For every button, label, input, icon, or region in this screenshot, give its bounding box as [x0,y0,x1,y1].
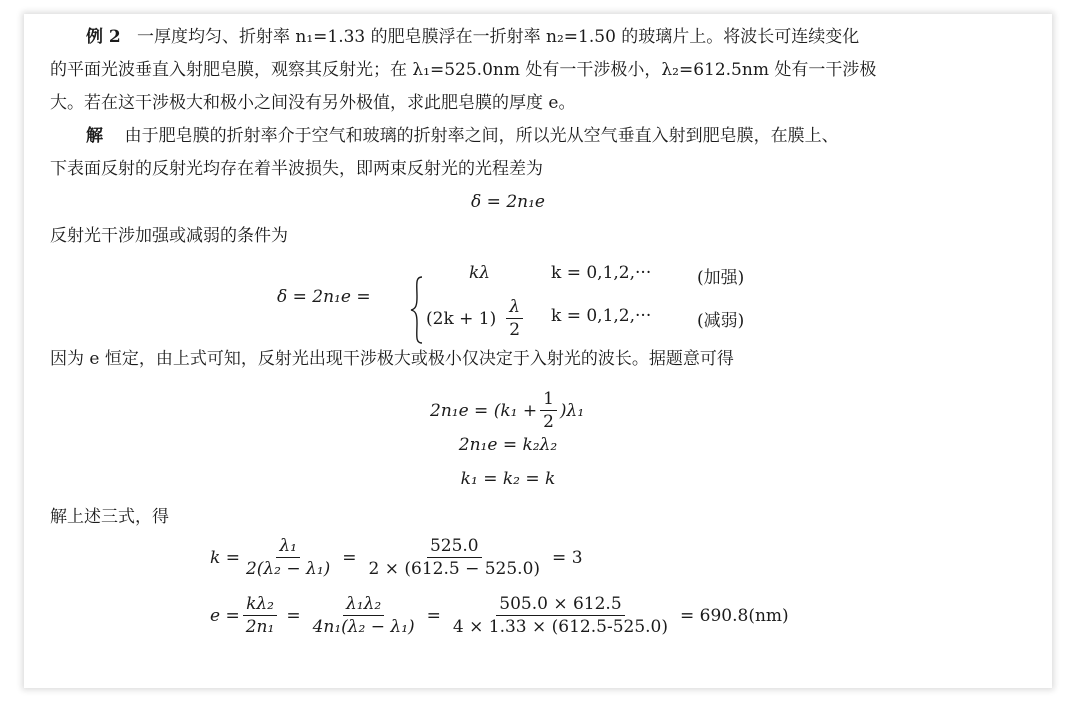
k-f1-num: λ₁ [276,536,300,558]
equation-e [210,594,789,637]
e-fraction-1 [243,594,278,637]
solution-line-4: 因为 e 恒定，由上式可知，反射光出现干涉极大或极小仅决定于入射光的波长。据题意可得 [50,349,734,369]
equation-3: 2n₁e = k₂λ₂ [458,435,558,455]
case2-fraction [506,297,523,340]
e-lhs: e = [210,605,240,626]
e-result: = 690.8(nm) [680,605,789,626]
problem-label: 例 2 [86,27,121,47]
solution-label: 解 [86,126,103,146]
equation-delta: δ = 2n₁e [471,192,545,212]
case1-expr: kλ [469,263,491,283]
e-f3-num: 505.0 × 612.5 [496,594,624,616]
document-page [24,14,1052,688]
k-lhs: k = [210,547,240,568]
equation-2 [430,389,584,432]
e-eq-1: = [286,605,301,626]
solution-line-3: 反射光干涉加强或减弱的条件为 [50,226,288,246]
problem-line-2: 的平面光波垂直入射肥皂膜，观察其反射光；在 λ₁=525.0nm 处有一干涉极小，λ₂=612.5nm 处有一干涉极 [50,60,877,80]
k-fraction-2 [366,536,544,579]
eq2-num: 1 [540,389,557,411]
problem-text-1: 一厚度均匀、折射率 n₁=1.33 的肥皂膜浮在一折射率 n₂=1.50 的玻璃片上。将波长可连续变化 [136,27,860,47]
e-f3-den: 4 × 1.33 × (612.5-525.0) [452,617,669,637]
e-f1-num: kλ₂ [243,594,277,616]
solution-line-5: 解上述三式，得 [50,507,169,527]
case2-note: (减弱) [697,311,745,331]
solution-line-1 [86,125,839,147]
case2-expr: (2k + 1) [426,308,497,329]
case2-cond: k = 0,1,2,··· [551,306,652,326]
e-fraction-2 [310,594,418,637]
eq2-lhs: 2n₁e = (k₁ + [430,400,538,421]
e-f2-num: λ₁λ₂ [343,594,384,616]
solution-text-1: 由于肥皂膜的折射率介于空气和玻璃的折射率之间，所以光从空气垂直入射到肥皂膜，在膜上、 [124,126,839,146]
case1-note: (加强) [697,268,745,288]
left-brace-icon [410,275,424,345]
e-f2-den: 4n₁(λ₂ − λ₁) [312,617,415,637]
case-lhs: δ = 2n₁e = [277,287,371,307]
case2-den: 2 [509,320,521,340]
e-fraction-3 [450,594,671,637]
e-f1-den: 2n₁ [245,617,275,637]
problem-line-1 [86,26,859,48]
case1-cond: k = 0,1,2,··· [551,263,652,283]
solution-line-2: 下表面反射的反射光均存在着半波损失，即两束反射光的光程差为 [50,159,543,179]
k-eq: = [342,547,357,568]
k-fraction-1 [243,536,333,579]
k-f1-den: 2(λ₂ − λ₁) [245,559,331,579]
k-f2-den: 2 × (612.5 − 525.0) [368,559,541,579]
eq2-fraction [540,389,557,432]
equation-4: k₁ = k₂ = k [460,469,556,489]
equation-k [210,536,583,579]
problem-line-3: 大。若在这干涉极大和极小之间没有另外极值，求此肥皂膜的厚度 e。 [50,93,576,113]
e-eq-2: = [426,605,441,626]
case2-num: λ [506,297,523,319]
eq2-rhs: )λ₁ [559,400,585,421]
k-f2-num: 525.0 [427,536,482,558]
k-result: = 3 [552,547,583,568]
eq2-den: 2 [543,412,554,432]
case2-expression [426,297,526,340]
